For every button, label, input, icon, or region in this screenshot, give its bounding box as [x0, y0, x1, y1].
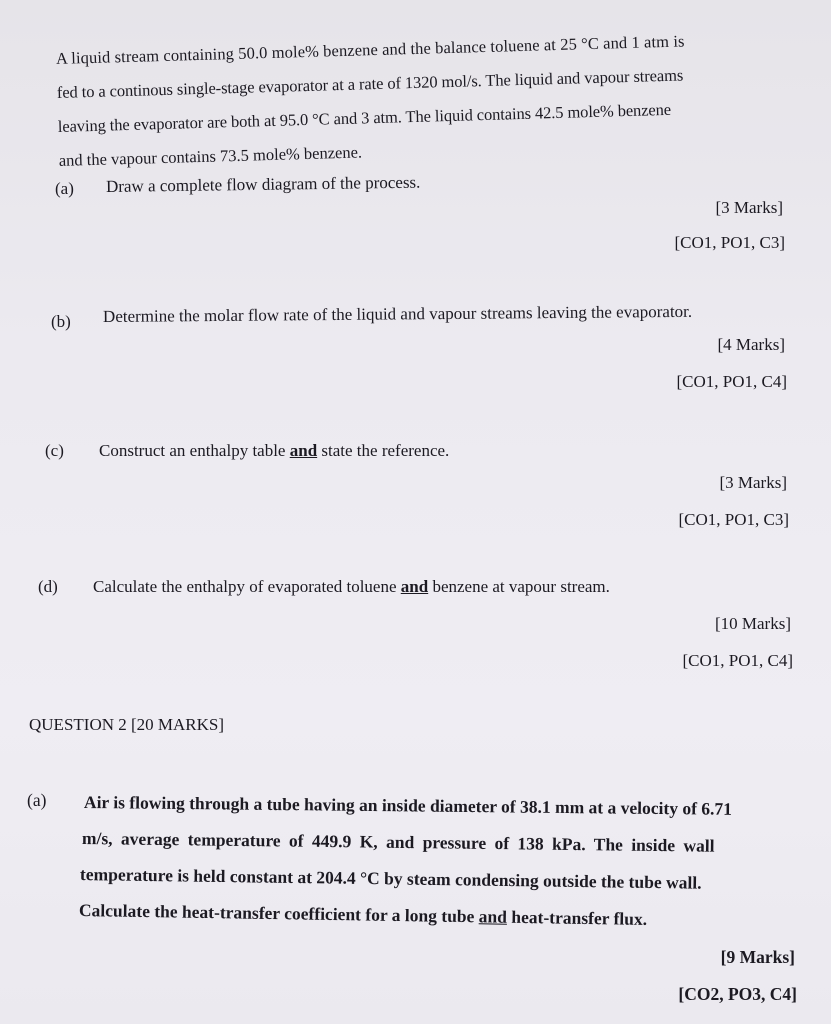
part-d-and: and [400, 577, 429, 596]
q2-part-a-label: (a) [27, 790, 47, 810]
part-b-outcomes: [CO1, PO1, C4] [676, 372, 787, 391]
part-a-outcomes: [CO1, PO1, C3] [674, 233, 785, 252]
part-c-label: (c) [45, 441, 64, 460]
q2-a-line-1: Air is flowing through a tube having an inside diameter of 38.1 mm at a velocity of 6.71 [83, 792, 733, 819]
part-a-text: Draw a complete flow diagram of the process. [105, 172, 421, 196]
q2-a-line-4-before: Calculate the heat-transfer coefficient for a long tube [78, 900, 479, 927]
q2-a-line-3: temperature is held constant at 204.4 °C by steam condensing outside the tube wall. [79, 864, 702, 893]
intro-line-3: leaving the evaporator are both at 95.0 °C and 3 atm. The liquid contains 42.5 mole% benzene [57, 99, 672, 136]
part-d-text-after: benzene at vapour stream. [428, 577, 610, 596]
part-b-marks: [4 Marks] [717, 335, 785, 354]
q2-a-line-2: m/s, average temperature of 449.9 K, and pressure of 138 kPa. The inside wall [81, 828, 715, 856]
part-c-and: and [289, 441, 318, 460]
part-d-text [93, 576, 610, 598]
part-b-label: (b) [51, 312, 71, 331]
q2-a-and: and [478, 906, 508, 927]
part-d-text-before: Calculate the enthalpy of evaporated toluene [93, 577, 401, 596]
q2-a-line-4 [79, 899, 647, 930]
part-c-text [99, 440, 449, 462]
part-d-label: (d) [38, 577, 58, 596]
part-b-text: Determine the molar flow rate of the liquid and vapour streams leaving the evaporator. [102, 301, 693, 326]
part-c-outcomes: [CO1, PO1, C3] [678, 510, 789, 529]
q2-a-outcomes: [CO2, PO3, C4] [678, 984, 797, 1004]
intro-line-4: and the vapour contains 73.5 mole% benzene. [58, 142, 363, 170]
part-c-text-after: state the reference. [317, 441, 450, 460]
part-c-text-before: Construct an enthalpy table [99, 441, 290, 460]
question-2-heading: QUESTION 2 [20 MARKS] [29, 715, 225, 734]
part-d-marks: [10 Marks] [714, 614, 791, 633]
intro-paragraph [0, 0, 831, 181]
part-c-marks: [3 Marks] [719, 473, 787, 492]
intro-line-1: A liquid stream containing 50.0 mole% benzene and the balance toluene at 25 °C and 1 atm is [55, 31, 685, 68]
intro-line-2: fed to a continous single-stage evaporator at a rate of 1320 mol/s. The liquid and vapour streams [56, 65, 684, 102]
part-a-marks: [3 Marks] [715, 198, 783, 217]
part-d-outcomes: [CO1, PO1, C4] [682, 651, 793, 670]
q2-a-line-4-after: heat-transfer flux. [506, 906, 648, 929]
q2-a-marks: [9 Marks] [720, 947, 795, 967]
part-a-label: (a) [55, 179, 74, 198]
